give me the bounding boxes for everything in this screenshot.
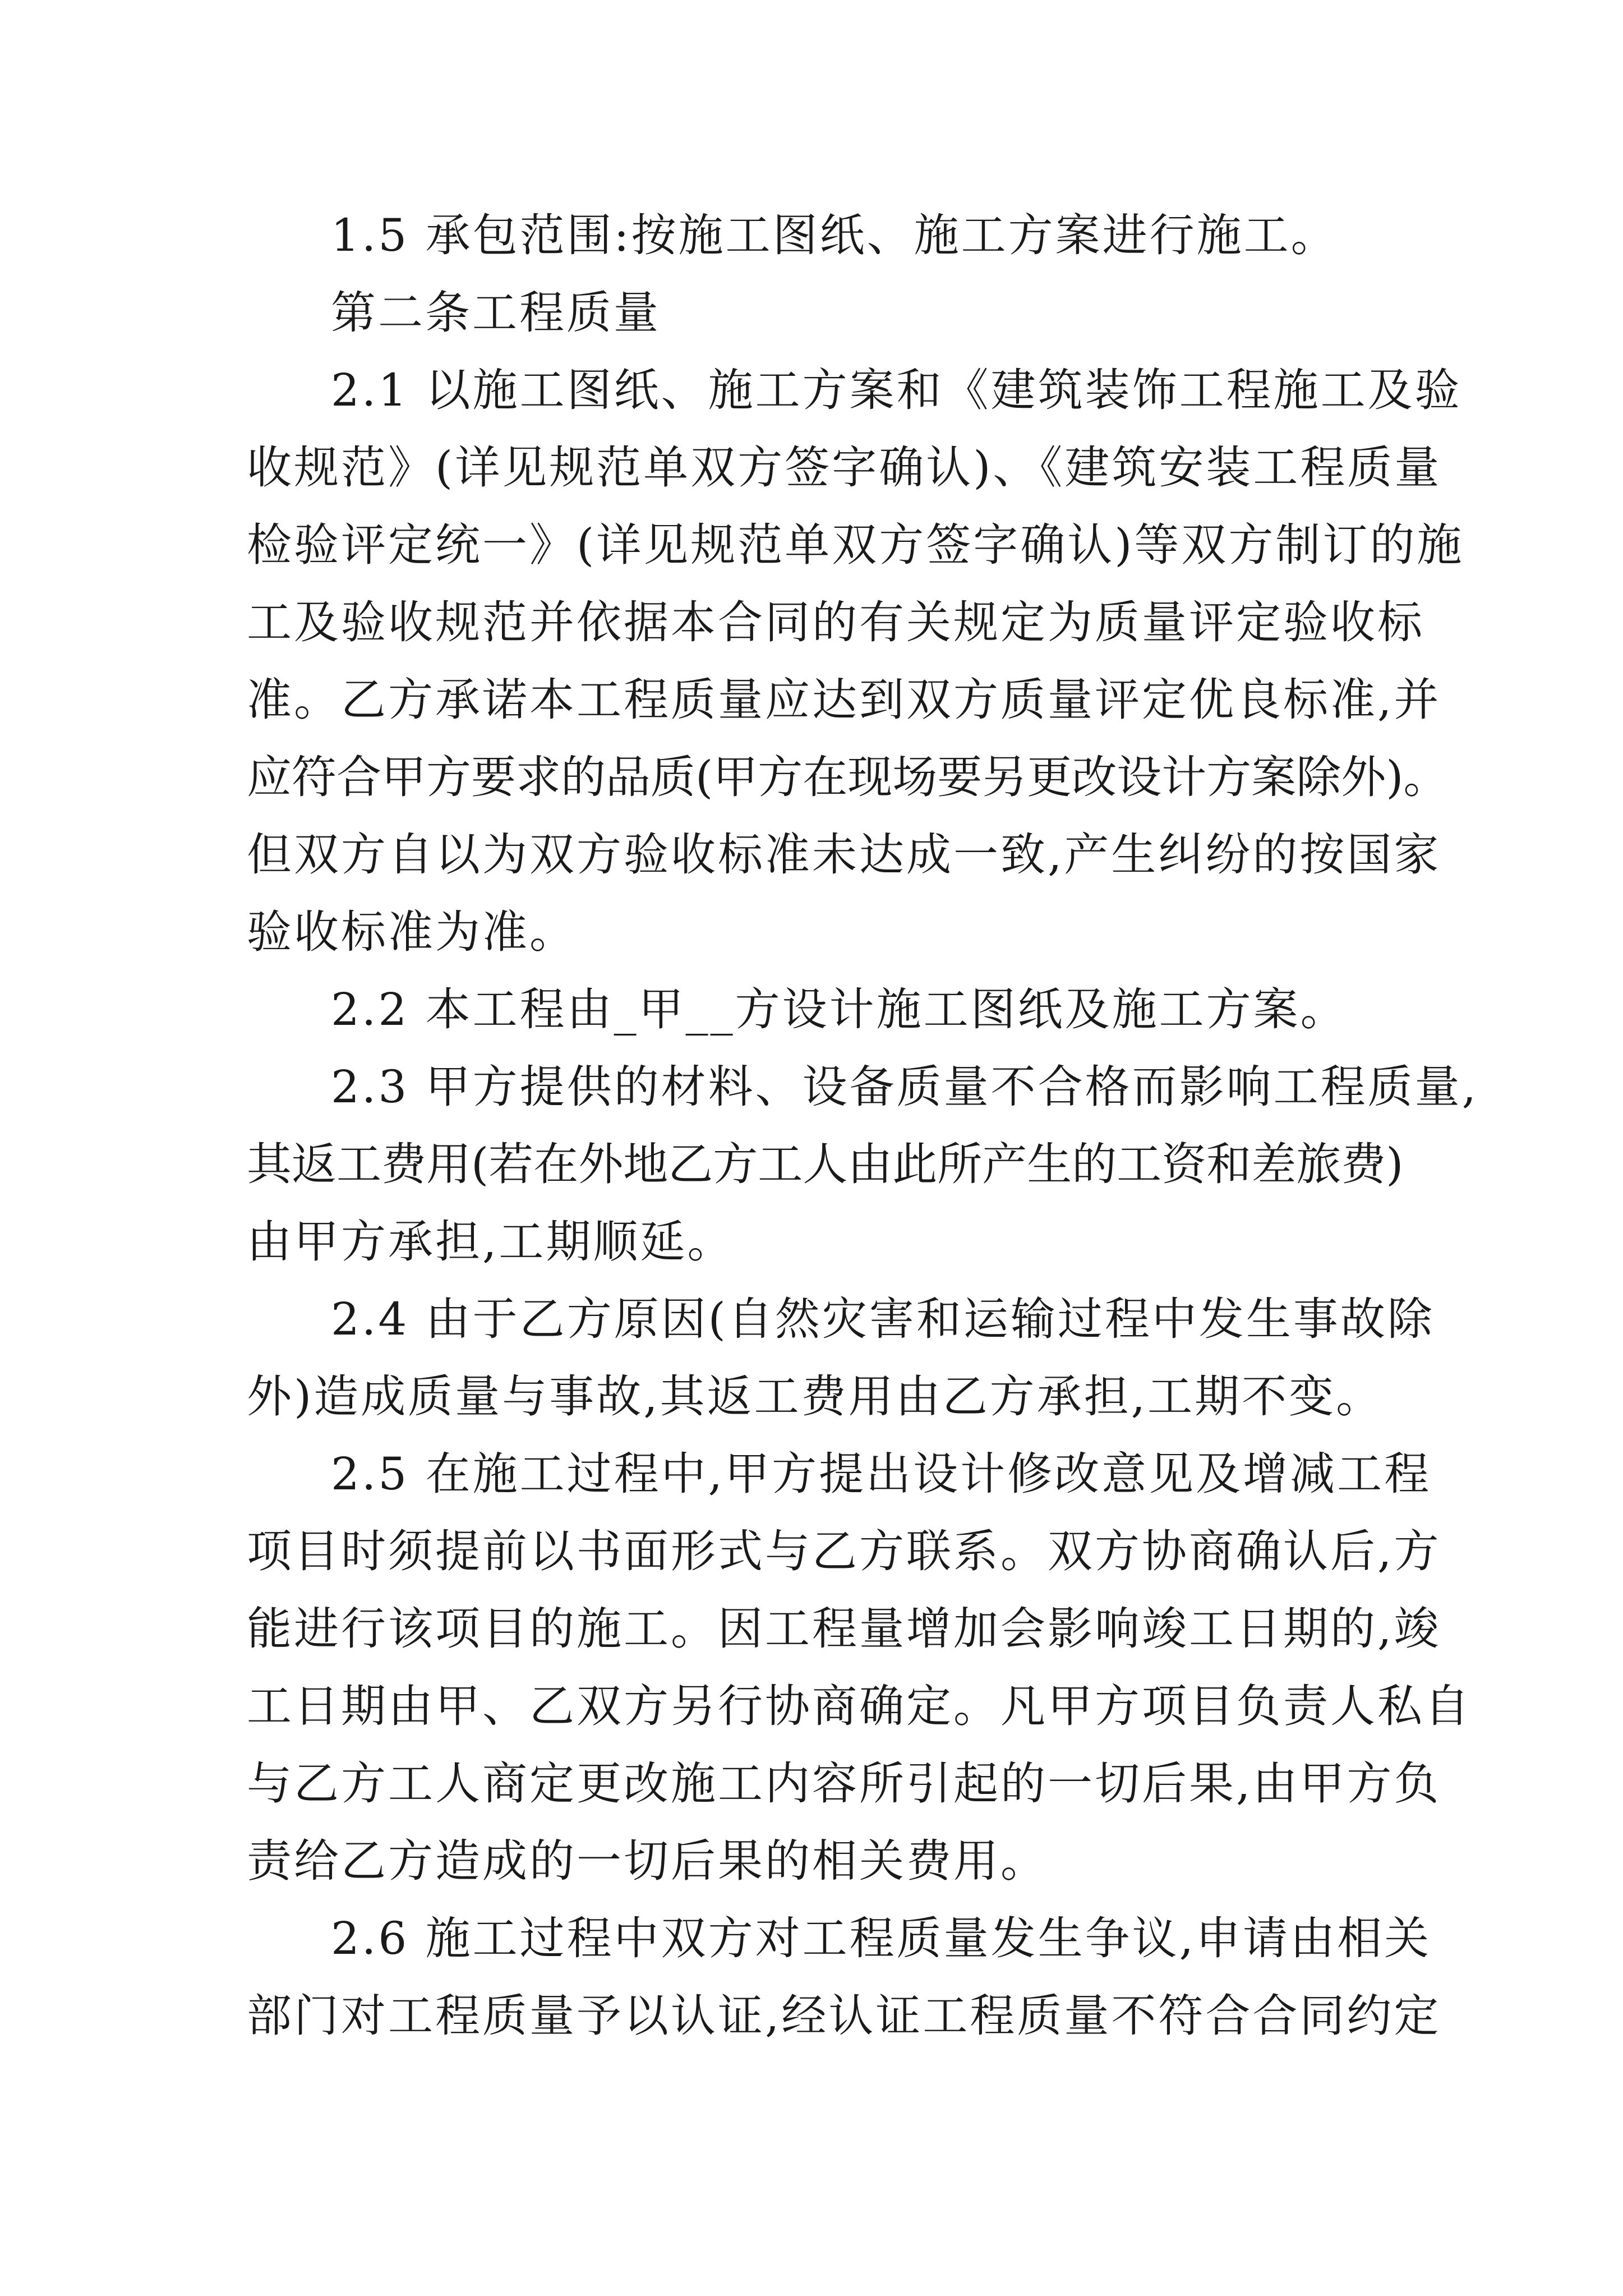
- article-2-heading: 第二条工程质量: [331, 287, 661, 339]
- clause-2-1-line-6: 应符合甲方要求的品质(甲方在现场要另更改设计方案除外)。: [247, 751, 1449, 803]
- clause-2-5-line-3: 能进行该项目的施工。因工程量增加会影响竣工日期的,竣: [247, 1603, 1441, 1655]
- clause-2-4-line-1: 2.4 由于乙方原因(自然灾害和运输过程中发生事故除: [331, 1293, 1435, 1345]
- clause-2-5-line-5: 与乙方工人商定更改施工内容所引起的一切后果,由甲方负: [247, 1757, 1441, 1810]
- clause-2-3-line-2: 其返工费用(若在外地乙方工人由此所产生的工资和差旅费): [247, 1138, 1404, 1190]
- clause-2-1-line-1: 2.1 以施工图纸、施工方案和《建筑装饰工程施工及验: [331, 364, 1462, 416]
- clause-2-2-line-1: 2.2 本工程由_甲__方设计施工图纸及施工方案。: [331, 983, 1348, 1036]
- clause-2-1-line-7: 但双方自以为双方验收标准未达成一致,产生纠纷的按国家: [247, 829, 1441, 881]
- clause-2-3-line-1: 2.3 甲方提供的材料、设备质量不合格而影响工程质量,: [331, 1061, 1479, 1113]
- clause-2-4-line-2: 外)造成质量与事故,其返工费用由乙方承担,工期不变。: [247, 1370, 1384, 1423]
- clause-2-1-line-3: 检验评定统一》(详见规范单双方签字确认)等双方制订的施: [247, 519, 1464, 571]
- clause-2-5-line-6: 责给乙方造成的一切后果的相关费用。: [247, 1835, 1048, 1887]
- clause-2-5-line-1: 2.5 在施工过程中,甲方提出设计修改意见及增减工程: [331, 1448, 1432, 1500]
- clause-2-1-line-2: 收规范》(详见规范单双方签字确认)、《建筑安装工程质量: [247, 441, 1442, 494]
- clause-2-6-line-2: 部门对工程质量予以认证,经认证工程质量不符合合同约定: [247, 1990, 1441, 2042]
- clause-2-3-line-3: 由甲方承担,工期顺延。: [247, 1216, 735, 1268]
- clause-2-1-line-4: 工及验收规范并依据本合同的有关规定为质量评定验收标: [247, 596, 1424, 648]
- clause-2-5-line-2: 项目时须提前以书面形式与乙方联系。双方协商确认后,方: [247, 1525, 1441, 1577]
- clause-2-1-line-8: 验收标准为准。: [247, 906, 577, 958]
- clause-1-5-line-1: 1.5 承包范围:按施工图纸、施工方案进行施工。: [331, 209, 1338, 261]
- clause-2-6-line-1: 2.6 施工过程中双方对工程质量发生争议,申请由相关: [331, 1912, 1432, 1964]
- clause-2-5-line-4: 工日期由甲、乙双方另行协商确定。凡甲方项目负责人私自: [247, 1680, 1472, 1732]
- clause-2-1-line-5: 准。乙方承诺本工程质量应达到双方质量评定优良标准,并: [247, 674, 1441, 726]
